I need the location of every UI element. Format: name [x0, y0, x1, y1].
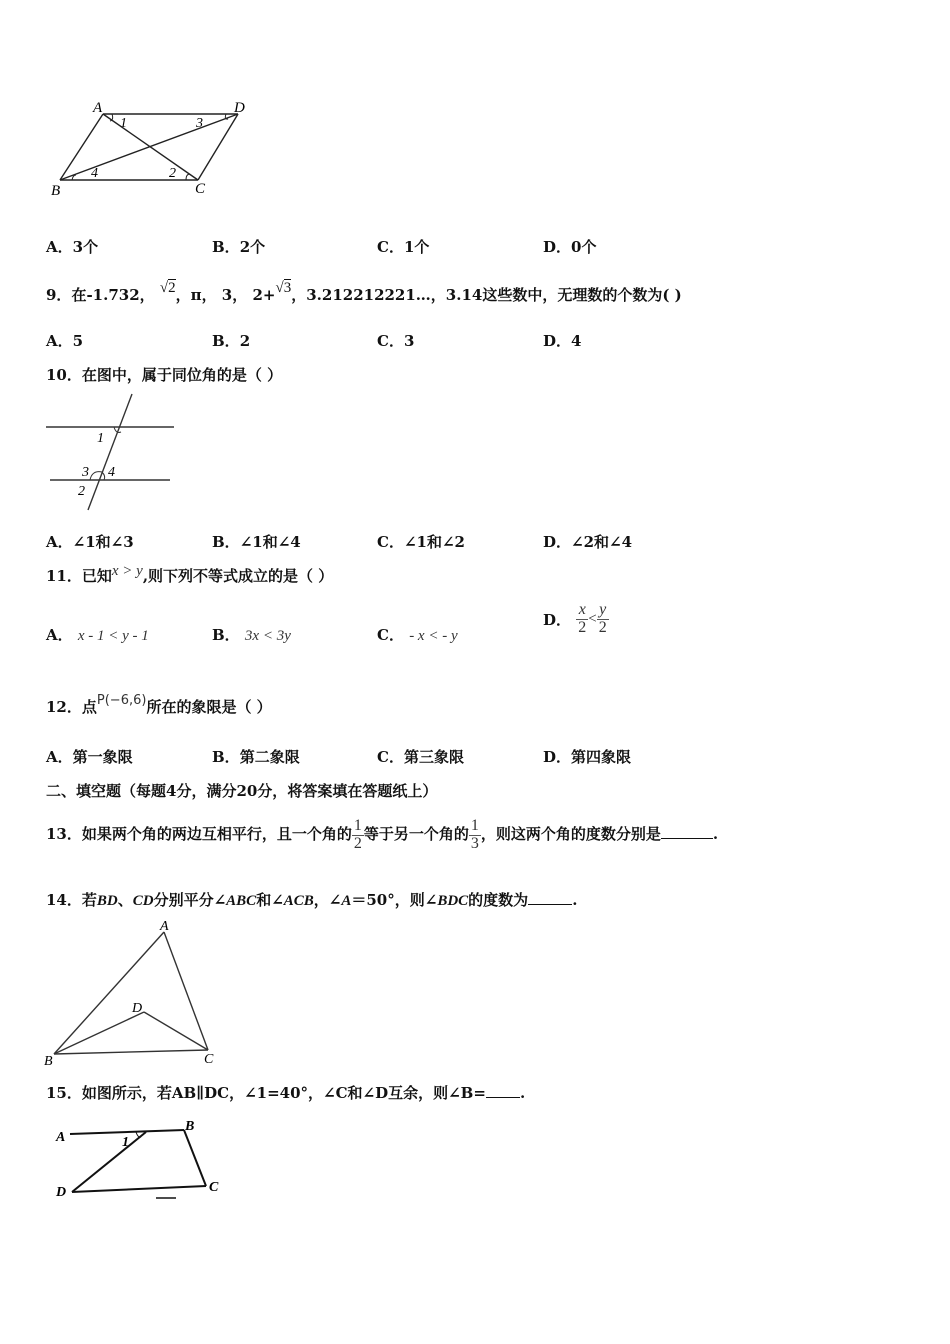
- q14-acb: ACB: [283, 893, 314, 909]
- q8-option-b[interactable]: [212, 236, 265, 257]
- label-angle-1: 1: [122, 1135, 129, 1150]
- q15-end: .: [519, 1084, 526, 1102]
- q14-bdc: BDC: [437, 893, 469, 909]
- segment-bc: [184, 1130, 206, 1186]
- question-number: 12．: [46, 698, 82, 716]
- option-letter: B．: [212, 748, 240, 766]
- numerator: x: [576, 602, 588, 620]
- q8-option-c[interactable]: [377, 236, 429, 257]
- label-A: A: [56, 1130, 66, 1145]
- option-letter: D．: [543, 332, 572, 350]
- label-angle-2: 2: [78, 484, 85, 499]
- question-15: [46, 1082, 525, 1103]
- denominator: 2: [598, 618, 607, 636]
- option-letter: B．: [212, 332, 240, 350]
- question-number: 10．: [46, 366, 82, 384]
- q12-point: P(−6,6): [96, 693, 147, 708]
- q10-option-b[interactable]: [212, 531, 301, 552]
- q10-option-c[interactable]: [377, 531, 465, 552]
- q15-text: 如图所示，若AB∥DC，∠1=40°，∠C和∠D互余，则∠B=: [81, 1084, 486, 1102]
- q11-option-a[interactable]: [46, 624, 149, 645]
- label-B: B: [185, 1119, 195, 1134]
- option-text: - x < - y: [409, 628, 458, 644]
- q14-text-2: 、: [117, 891, 133, 909]
- option-text: ∠1和∠4: [239, 533, 301, 551]
- q12-option-a[interactable]: [46, 746, 133, 767]
- option-text: 第一象限: [72, 748, 133, 766]
- option-text: ∠2和∠4: [571, 533, 633, 551]
- q10-option-d[interactable]: [543, 531, 632, 552]
- sqrt-2: √2: [159, 280, 176, 296]
- option-text: 0个: [571, 238, 597, 256]
- q14-abc: ABC: [226, 893, 257, 909]
- q9-text-3: ，3.212212221…，3.14这些数中，无理数的个数为( ): [291, 286, 682, 304]
- denominator: 3: [470, 834, 479, 852]
- q8-option-d[interactable]: [543, 236, 596, 257]
- option-letter: C．: [377, 748, 404, 766]
- label-D: D: [56, 1185, 67, 1200]
- question-number: 15．: [46, 1084, 82, 1102]
- option-letter: D．: [543, 748, 572, 766]
- option-letter: C．: [377, 332, 404, 350]
- option-letter: A．: [46, 748, 73, 766]
- answer-blank[interactable]: [661, 824, 713, 839]
- figure-q15-trapezoid: [52, 1116, 232, 1206]
- q14-text-7: 的度数为: [468, 891, 529, 909]
- q12-option-c[interactable]: [377, 746, 464, 767]
- radicand: 2: [168, 280, 176, 296]
- q10-text: 在图中，属于同位角的是（ ）: [81, 366, 283, 384]
- q13-text-3: ，则这两个角的度数分别是: [480, 825, 661, 843]
- angle-arc-2: [186, 174, 190, 180]
- denominator: 2: [353, 834, 362, 852]
- label-A: A: [160, 919, 169, 934]
- option-text: ∠1和∠3: [72, 533, 134, 551]
- numerator: 1: [353, 816, 362, 834]
- option-letter: A．: [46, 332, 73, 350]
- transversal-line: [88, 394, 132, 510]
- label-C: C: [209, 1180, 219, 1195]
- answer-blank[interactable]: [486, 1083, 520, 1098]
- q9-text-2: ，π， 3， 2+: [175, 286, 276, 304]
- option-text: 第四象限: [571, 748, 632, 766]
- question-14: [46, 889, 577, 910]
- q13-text-2: 等于另一个角的: [363, 825, 469, 843]
- option-letter: D．: [543, 533, 572, 551]
- option-letter: D．: [543, 610, 572, 629]
- question-12: [46, 693, 272, 717]
- q14-text-5: ，∠: [313, 891, 342, 909]
- label-angle-4: 4: [108, 465, 115, 480]
- q14-a: A: [341, 893, 352, 909]
- option-letter: A．: [46, 533, 73, 551]
- q10-option-a[interactable]: [46, 531, 134, 552]
- option-letter: B．: [212, 238, 240, 256]
- segment-bd: [54, 1012, 144, 1054]
- option-text: ∠1和∠2: [403, 533, 465, 551]
- label-angle-1: 1: [120, 116, 127, 131]
- segment-ab: [70, 1130, 184, 1134]
- q14-bd: BD: [96, 893, 118, 909]
- segment-cd: [144, 1012, 208, 1050]
- segment-d-to-ab: [72, 1132, 146, 1192]
- label-C: C: [195, 181, 206, 197]
- option-text: 第二象限: [239, 748, 300, 766]
- option-letter: C．: [377, 238, 404, 256]
- q12-text-2: 所在的象限是（ ）: [146, 698, 272, 716]
- option-text: x - 1 < y - 1: [77, 628, 149, 644]
- question-9: [46, 280, 682, 305]
- q14-text-1: 若: [81, 891, 97, 909]
- q11-option-d[interactable]: [543, 602, 609, 637]
- segment-dc: [72, 1186, 206, 1192]
- segment-ab: [54, 932, 164, 1054]
- label-B: B: [44, 1054, 53, 1068]
- diagonal-bd: [60, 114, 238, 180]
- option-text: 3: [403, 332, 415, 350]
- q14-cd: CD: [132, 893, 154, 909]
- option-letter: A．: [46, 238, 73, 256]
- figure-q10-transversal: [44, 392, 184, 516]
- option-letter: B．: [212, 533, 240, 551]
- option-letter: C．: [377, 533, 404, 551]
- label-D: D: [234, 100, 245, 116]
- numerator: y: [597, 602, 609, 620]
- sqrt-3: √3: [275, 280, 292, 296]
- label-D: D: [132, 1001, 143, 1016]
- figure-q14-triangle: [40, 916, 225, 1068]
- segment-ac: [164, 932, 208, 1050]
- radicand: 3: [283, 280, 292, 296]
- label-C: C: [204, 1052, 214, 1067]
- q11-condition: x > y: [111, 563, 143, 579]
- question-number: 11．: [46, 567, 82, 585]
- label-angle-3: 3: [82, 465, 89, 480]
- question-13: [46, 806, 718, 862]
- option-text: 3个: [72, 238, 99, 256]
- option-text: 2: [239, 332, 251, 350]
- q9-option-a[interactable]: [46, 330, 83, 351]
- figure-q8-parallelogram: [48, 96, 253, 200]
- q14-text-4: 和∠: [256, 891, 284, 909]
- q11-option-c[interactable]: [377, 624, 458, 645]
- q9-option-d[interactable]: [543, 330, 581, 351]
- option-letter: C．: [377, 626, 404, 644]
- option-text: 1个: [403, 238, 430, 256]
- q14-text-3: 分别平分∠: [153, 891, 227, 909]
- denominator: 2: [578, 618, 587, 636]
- q11-option-b[interactable]: [212, 624, 291, 645]
- label-B: B: [51, 183, 61, 199]
- option-text: 2个: [239, 238, 266, 256]
- q12-option-d[interactable]: [543, 746, 631, 767]
- fraction-one-half: [352, 818, 364, 853]
- question-10: [46, 364, 282, 385]
- label-A: A: [93, 100, 103, 116]
- option-letter: B．: [212, 626, 240, 644]
- label-angle-3: 3: [196, 116, 203, 131]
- section-2-title: 二、填空题（每题4分，满分20分，将答案填在答题纸上）: [46, 782, 438, 800]
- q12-option-b[interactable]: [212, 746, 300, 767]
- segment-bc: [54, 1050, 208, 1054]
- option-text: 5: [72, 332, 84, 350]
- question-number: 14．: [46, 891, 82, 909]
- segment-dc: [198, 114, 238, 180]
- numerator: 1: [470, 816, 479, 834]
- label-angle-2: 2: [169, 166, 176, 181]
- label-angle-1: 1: [97, 431, 104, 446]
- q14-text-6: ＝50°，则∠: [351, 891, 438, 909]
- q13-end: .: [712, 825, 719, 843]
- option-letter: D．: [543, 238, 572, 256]
- less-than-sign: <: [588, 610, 597, 627]
- q9-text-1: 在-1.732，: [71, 286, 155, 304]
- q8-option-a[interactable]: [46, 236, 98, 257]
- q11-text-1: 已知: [81, 567, 112, 585]
- question-11: [46, 565, 333, 586]
- answer-blank[interactable]: [528, 890, 572, 905]
- angle-arc-1: [114, 427, 121, 432]
- option-text: 3x < 3y: [244, 628, 291, 644]
- q13-text-1: 如果两个角的两边互相平行，且一个角的: [81, 825, 352, 843]
- fraction-y-over-2: [597, 602, 609, 637]
- question-number: 13．: [46, 825, 82, 843]
- option-letter: A．: [46, 626, 73, 644]
- q9-option-b[interactable]: [212, 330, 250, 351]
- angle-arc-34: [90, 472, 105, 480]
- option-text: 4: [571, 332, 582, 350]
- fraction-one-third: [469, 818, 481, 853]
- q12-text-1: 点: [81, 698, 97, 716]
- q9-option-c[interactable]: [377, 330, 414, 351]
- label-angle-4: 4: [91, 166, 98, 181]
- q14-end: .: [572, 891, 578, 909]
- question-number: 9．: [46, 286, 72, 304]
- q11-text-2: ,则下列不等式成立的是（ ）: [142, 567, 334, 585]
- option-text: 第三象限: [403, 748, 464, 766]
- fraction-x-over-2: [576, 602, 588, 637]
